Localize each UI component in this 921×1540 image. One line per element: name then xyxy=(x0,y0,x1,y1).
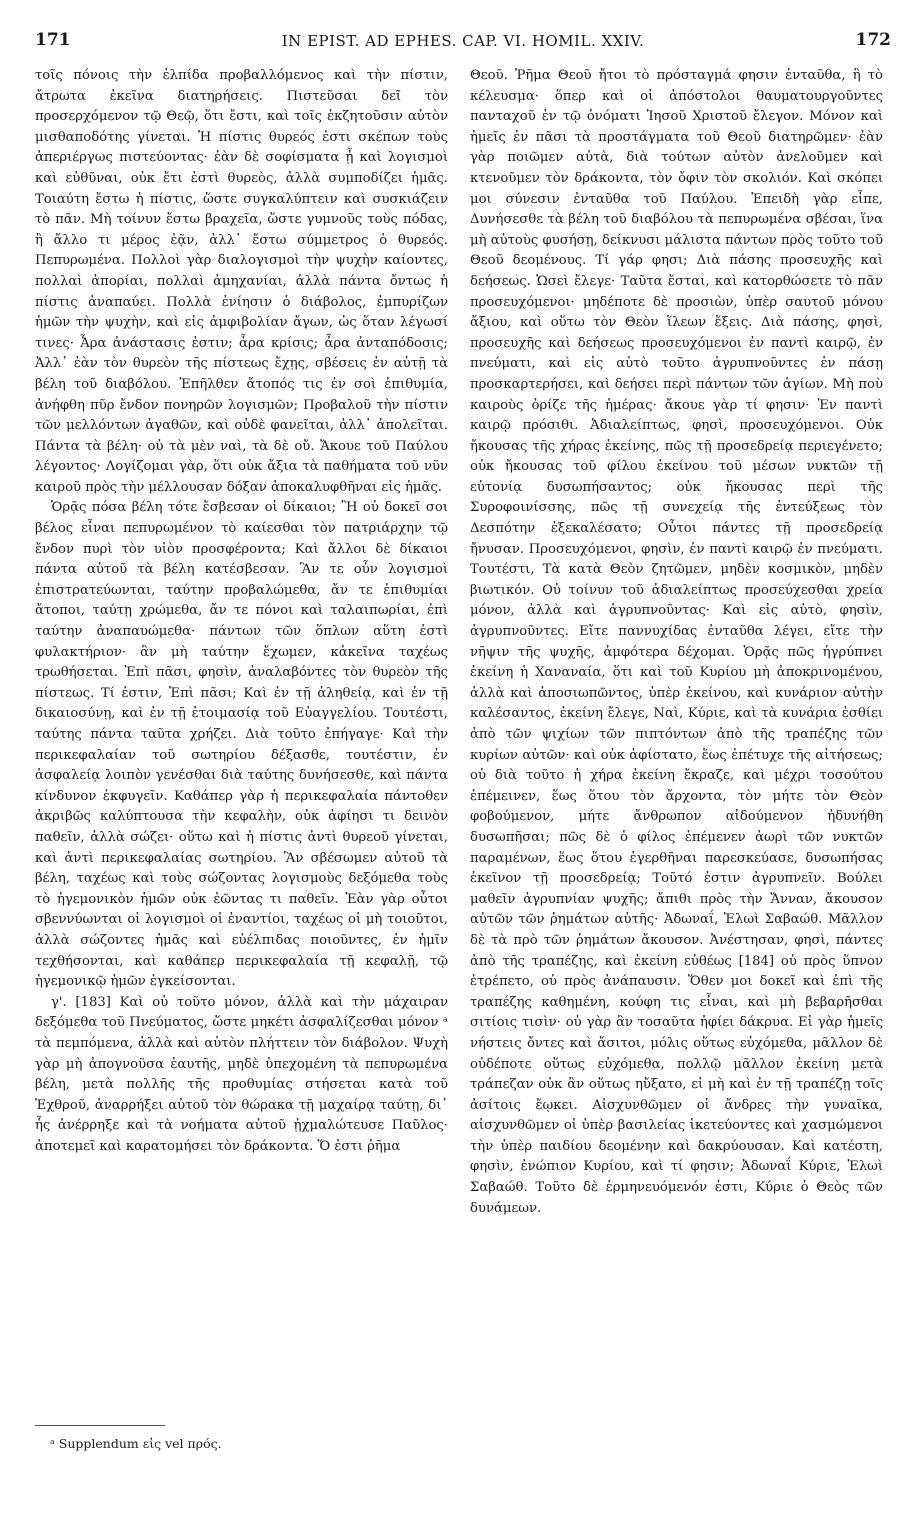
right-column xyxy=(470,66,883,1219)
footnote: ᵃ Supplendum εἰς vel πρός. xyxy=(50,1436,222,1451)
right-paragraph-1: Θεοῦ. Ῥῆμα Θεοῦ ἤτοι τὸ πρόσταγμά φησιν ἐνταῦθα, ἢ τὸ κέλευσμα· ὅπερ καὶ οἱ ἀπόστολοι θαυματουργοῦντες πανταχοῦ ἐν τῷ ὀνόματι Ἰησοῦ Χριστοῦ ἔλεγον. Μόνον καὶ ἡμεῖς ἐν πᾶσι τὰ προστάγματα τοῦ Θεοῦ διατηρῶμεν· ἐὰν γὰρ ποιῶμεν αὐτὰ, διὰ τούτων αὐτὸν ἀνελοῦμεν καὶ κτενοῦμεν τὸν δράκοντα, τὸν ὄφιν τὸν σκολιόν. Καὶ σκόπει μοι σύνεσιν ἐνταῦθα τοῦ Παύλου. Ἐπειδὴ γὰρ εἶπε, Δυνήσεσθε τὰ βέλη τοῦ διαβόλου τὰ πεπυρωμένα σβέσαι, ἵνα μὴ αὐτοὺς φυσήσῃ, δείκνυσι μάλιστα πάντων πρὸς τοῦτο τοῦ Θεοῦ δεομένους. Τί γάρ φησι; Διὰ πάσης προσευχῆς καὶ δεήσεως. Ὡσεὶ ἔλεγε· Ταῦτα ἔσται, καὶ κατορθώσετε τὸ πᾶν προσευχόμενοι· μηδέποτε δὲ προσιὼν, ὑπὲρ σαυτοῦ μόνου ἄξιου, καὶ οὕτω τὸν Θεὸν ἵλεων ἕξεις. Διὰ πάσης, φησὶ, προσευχῆς καὶ δεήσεως προσευχόμενοι ἐν παντὶ καιρῷ, ἐν πνεύματι, καὶ εἰς αὐτὸ τοῦτο ἀγρυπνοῦντες ἐν πάσῃ προσκαρτερήσει, καὶ δεήσει περὶ πάντων τῶν ἁγίων. Μὴ ποὺ καιροὺς ὁρίζε τῆς ἡμέρας· ἄκουε γὰρ τί φησιν· Ἐν παντὶ καιρῷ πρόσιθι. Ἀδιαλείπτως, φησὶ, προσευχόμενοι. Οὐκ ἤκουσας τῆς χήρας ἐκείνης, πῶς τῇ προσεδρείᾳ περιεγένετο; οὐκ ἤκουσας τοῦ φίλου ἐκείνου τοῦ μέσων νυκτῶν τῇ εὐτονίᾳ δυσωπήσαντος; οὐκ ἤκουσας περὶ τῆς Συροφοινίσσης, πῶς τῇ συνεχείᾳ τῆς ἐντεύξεως τὸν Δεσπότην ἐξεκαλέσατο; Οὗτοι πάντες τῇ προσεδρείᾳ ἤνυσαν. Προσευχόμενοι, φησὶν, ἐν παντὶ καιρῷ ἐν πνεύματι. Τουτέστι, Τὰ κατὰ Θεὸν ζητῶμεν, μηδὲν κοσμικὸν, μηδὲν βιωτικόν. Οὐ τοίνυν τοῦ ἀδιαλείπτως προσεύχεσθαι χρεία μόνον, ἀλλὰ καὶ ἀγρυπνοῦντας· Καὶ εἰς αὐτὸ, φησὶν, ἀγρυπνοῦντες. Εἴτε παννυχίδας ἐνταῦθα λέγει, εἴτε τὴν νῆψιν τῆς ψυχῆς, ἀμφότερα δέχομαι. Ὁρᾷς πῶς ἠγρύπνει ἐκείνη ἡ Χαναναία, ὅτι καὶ τοῦ Κυρίου μὴ ἀποκρινομένου, ἀλλὰ καὶ ἀποσιωπῶντος, ὑπὲρ ἐκείνου, καὶ κυνάριον αὐτὴν καλέσαντος, ἐκείνη ἔλεγε, Ναὶ, Κύριε, καὶ τὰ κυνάρια ἐσθίει ἀπὸ τῶν ψιχίων τῶν πιπτόντων ἀπὸ τῆς τραπέζης τῶν κυρίων αὐτῶν· καὶ οὐκ ἀφίστατο, ἕως ἐπέτυχε τῆς αἰτήσεως; οὐ διὰ τοῦτο ἡ χήρα ἐκείνη ἔκραζε, καὶ μέχρι τοσούτου ἐπέμεινεν, ἕως ὅτου τὸν ἄρχοντα, τὸν μήτε τὸν Θεὸν φοβούμενον, μήτε ἄνθρωπον αἰδούμενον ἠδυνήθη δυσωπῆσαι; πῶς δὲ ὁ φίλος ἐπέμενεν ἀωρὶ τῶν νυκτῶν παραμένων, ἕως ὅτου ἐγερθῆναι παρεσκεύασε, δυσωπήσας ἐκεῖνον τῇ προσεδρείᾳ; Τοῦτό ἐστιν ἀγρυπνεῖν. Βούλει μαθεῖν ἀγρυπνίαν ψυχῆς; ἄπιθι πρὸς τὴν Ἄνναν, ἄκουσον αὐτῶν τῶν ῥημάτων αὐτῆς· Ἀδωναΐ, Ἐλωὶ Σαβαώθ. Μᾶλλον δὲ τὰ πρὸ τῶν ῥημάτων ἄκουσον. Ἀνέστησαν, φησὶ, πάντες ἀπὸ τῆς τραπέζης, καὶ ἐκείνη εὐθέως [184] οὐ πρὸς ὕπνον ἐτρέπετο, οὐ πρὸς ἀνάπαυσιν. Ὅθεν μοι δοκεῖ καὶ ἐπὶ τῆς τραπέζης καθημένη, κούφη τις εἶναι, καὶ μὴ βεβαρῆσθαι σιτίοις τισὶν· οὐ γὰρ ἂν τοσαῦτα ἠφίει δάκρυα. Εἰ γὰρ ἡμεῖς νήστεις ὄντες καὶ ἄσιτοι, μόλις οὕτως εὐχόμεθα, μᾶλλον δὲ οὐδέποτε οὕτως εὐχόμεθα, πολλῷ μᾶλλον ἐκείνη μετὰ τράπεζαν οὐκ ἂν οὕτως ηὔξατο, εἰ μὴ καὶ ἐν τῇ τραπέζῃ τοῖς ἀσίτοις ἔῳκει. Αἰσχυνθῶμεν οἱ ἄνδρες τὴν γυναῖκα, αἰσχυνθῶμεν οἱ ὑπὲρ βασιλείας ἱκετεύοντες καὶ χασμώμενοι τὴν ὑπὲρ παιδίου δεομένην καὶ δακρύουσαν. Καὶ κατέστη, φησὶν, ἐνώπιον Κυρίου, καὶ τί φησιν; Ἀδωναΐ Κύριε, Ἐλωὶ Σαβαώθ. Τοῦτο δὲ ἑρμηνευόμενόν ἐστι, Κύριε ὁ Θεὸς τῶν δυνάμεων. xyxy=(470,68,883,1216)
running-title: IN EPIST. AD EPHES. CAP. VI. HOMIL. XXIV. xyxy=(281,32,645,50)
left-paragraph-1: τοῖς πόνοις τὴν ἐλπίδα προβαλλόμενος καὶ τὴν πίστιν, ἄτρωτα ἐκεῖνα διατηρήσεις. Πιστεῦσαι δεῖ τὸν προσερχόμενον τῷ Θεῷ, ὅτι ἔστι, καὶ τοῖς ἐκζητοῦσιν αὐτὸν μισθαποδότης γίνεται. Ἡ πίστις θυρεός ἐστι σκέπων τοὺς ἀπεριέργως πιστεύοντας· ἐὰν δὲ σοφίσματα ᾖ καὶ λογισμοὶ καὶ εὐθῦναι, οὐκ ἔτι ἐστὶ θυρεὸς, ἀλλὰ συμποδίζει ἡμᾶς. Τοιαύτη ἔστω ἡ πίστις, ὥστε συγκαλύπτειν καὶ συσκιάζειν τὸ πᾶν. Μὴ τοίνυν ἔστω βραχεῖα, ὥστε γυμνοῦς τοὺς πόδας, ἢ ἄλλο τι μέρος ἐᾷν, ἀλλ᾽ ἔστω σύμμετρος ὁ θυρεός. Πεπυρωμένα. Πολλοὶ γὰρ διαλογισμοὶ τὴν ψυχὴν καίοντες, πολλαὶ ἀπορίαι, πολλαὶ ἀμηχανίαι, ἀλλὰ πάντα ὄντως ἡ πίστις ἀναπαύει. Πολλὰ ἐνίησιν ὁ διάβολος, ἐμπυρίζων ἡμῶν τὴν ψυχὴν, καὶ εἰς ἀμφιβολίαν ἄγων, ὡς ὅταν λέγωσί τινες· Ἆρα ἀνάστασις ἐστιν; ἆρα κρίσις; ἆρα ἀνταπόδοσις; Ἀλλ᾽ ἐὰν τὸν θυρεὸν τῆς πίστεως ἔχῃς, σβέσεις ἐν αὐτῇ τὰ βέλη τοῦ διαβόλου. Ἐπῆλθεν ἄτοπός τις ἐν σοὶ ἐπιθυμία, ἀνήφθη πῦρ ἔνδον πονηρῶν λογισμῶν; Προβαλοῦ τὴν πίστιν τῶν μελλόντων ἀγαθῶν, καὶ οὐδὲ φανεῖται, ἀλλ᾽ ἀπολεῖται. Πάντα τὰ βέλη· οὐ τὰ μὲν ναὶ, τὰ δὲ οὔ. Ἄκουε τοῦ Παύλου λέγοντος· Λογίζομαι γὰρ, ὅτι οὐκ ἄξια τὰ παθήματα τοῦ νῦν καιροῦ πρὸς τὴν μέλλουσαν δόξαν ἀποκαλυφθῆναι εἰς ἡμᾶς. xyxy=(35,68,448,495)
left-column xyxy=(35,66,448,1157)
left-paragraph-2: Ὁρᾷς πόσα βέλη τότε ἔσβεσαν οἱ δίκαιοι; Ἢ οὐ δοκεῖ σοι βέλος εἶναι πεπυρωμένον τὸ καίεσθαι τὸν πατριάρχην τῷ ἔνδον πυρὶ τὸν υἱὸν προσφέροντα; Καὶ ἄλλοι δὲ δίκαιοι πάντα αὐτοῦ τὰ βέλη κατέσβεσαν. Ἂν τε οὖν λογισμοὶ ἐπιστρατεύωνται, ταύτην προβαλώμεθα, ἄν τε ἐπιθυμίαι ἄτοποι, ταύτῃ χρώμεθα, ἄν τε πόνοι καὶ ταλαιπωρίαι, ἐπὶ ταύτην ἀναπαυώμεθα· πάντων τῶν ὅπλων αὕτη ἐστὶ φυλακτήριον· ἂν μὴ ταύτην ἔχωμεν, κἀκεῖνα ταχέως τρωθήσεται. Ἐπὶ πᾶσι, φησὶν, ἀναλαβόντες τὸν θυρεὸν τῆς πίστεως. Τί ἐστιν, Ἐπὶ πᾶσι; Καὶ ἐν τῇ ἀληθείᾳ, καὶ ἐν τῇ δικαιοσύνῃ, καὶ ἐν τῇ ἑτοιμασίᾳ τοῦ Εὐαγγελίου. Τουτέστι, ταύτης πάντα ταῦτα χρήζει. Διὰ τοῦτο ἐπήγαγε· Καὶ τὴν περικεφαλαίαν τοῦ σωτηρίου δέξασθε, τουτέστιν, ἐν ἀσφαλείᾳ λοιπὸν γενέσθαι διὰ ταύτης δυνήσεσθε, καὶ πάντα κίνδυνον ἐκφυγεῖν. Καθάπερ γὰρ ἡ περικεφαλαία πάντοθεν ἀκριβῶς καλύπτουσα τὴν κεφαλὴν, οὐκ ἀφίησι τι δεινὸν παθεῖν, ἀλλὰ σώζει· οὕτω καὶ ἡ πίστις ἀντὶ θυρεοῦ γίνεται, καὶ ἀντὶ περικεφαλαίας σωτηρίου. Ἂν σβέσωμεν αὐτοῦ τὰ βέλη, ταχέως καὶ τοὺς σώζοντας λογισμοὺς δεξόμεθα τοὺς τὸ ἡγεμονικὸν ἡμῶν οὐκ ἐῶντας τι παθεῖν. Ἐὰν γὰρ οὗτοι σβεννύωνται οἱ λογισμοὶ οἱ ἐναντίοι, ταχέως οἱ μὴ τοιοῦτοι, ἀλλὰ σώζοντες ἡμᾶς καὶ εὐέλπιδας ποιοῦντες, ἐν ἡμῖν τεχθήσονται, καὶ καθάπερ περικεφαλαία τῇ κεφαλῇ, τῷ ἡγεμονικῷ ἡμῶν ἐγκείσονται. xyxy=(35,500,448,990)
page-number-left: 171 xyxy=(35,30,71,50)
page-header xyxy=(35,30,891,60)
left-paragraph-3: γ'. [183] Καὶ οὐ τοῦτο μόνον, ἀλλὰ καὶ τὴν μάχαιραν δεξόμεθα τοῦ Πνεύματος, ὥστε μηκέτι ἀσφαλίζεσθαι μόνον ᵃ τὰ πεμπόμενα, ἀλλὰ καὶ αὐτὸν πλήττειν τὸν διάβολον. Ψυχὴ γὰρ μὴ ἀπογνοῦσα ἑαυτῆς, μηδὲ ὑπεχομένη τὰ πεπυρωμένα βέλη, μετὰ πολλῆς τῆς προθυμίας στήσεται κατὰ τοῦ Ἐχθροῦ, ἀναρρήξει αὐτοῦ τὸν θώρακα τῇ μαχαίρᾳ ταύτῃ, δι᾽ ἧς ἀνέρρηξε καὶ τὰ νοήματα αὐτοῦ ᾐχμαλώτευσε Παῦλος· ἀποτεμεῖ καὶ καρατομήσει τὸν δράκοντα. Ὅ ἐστι ῥῆμα xyxy=(35,994,448,1154)
page-number-right: 172 xyxy=(855,30,891,50)
footnote-rule xyxy=(35,1425,165,1426)
